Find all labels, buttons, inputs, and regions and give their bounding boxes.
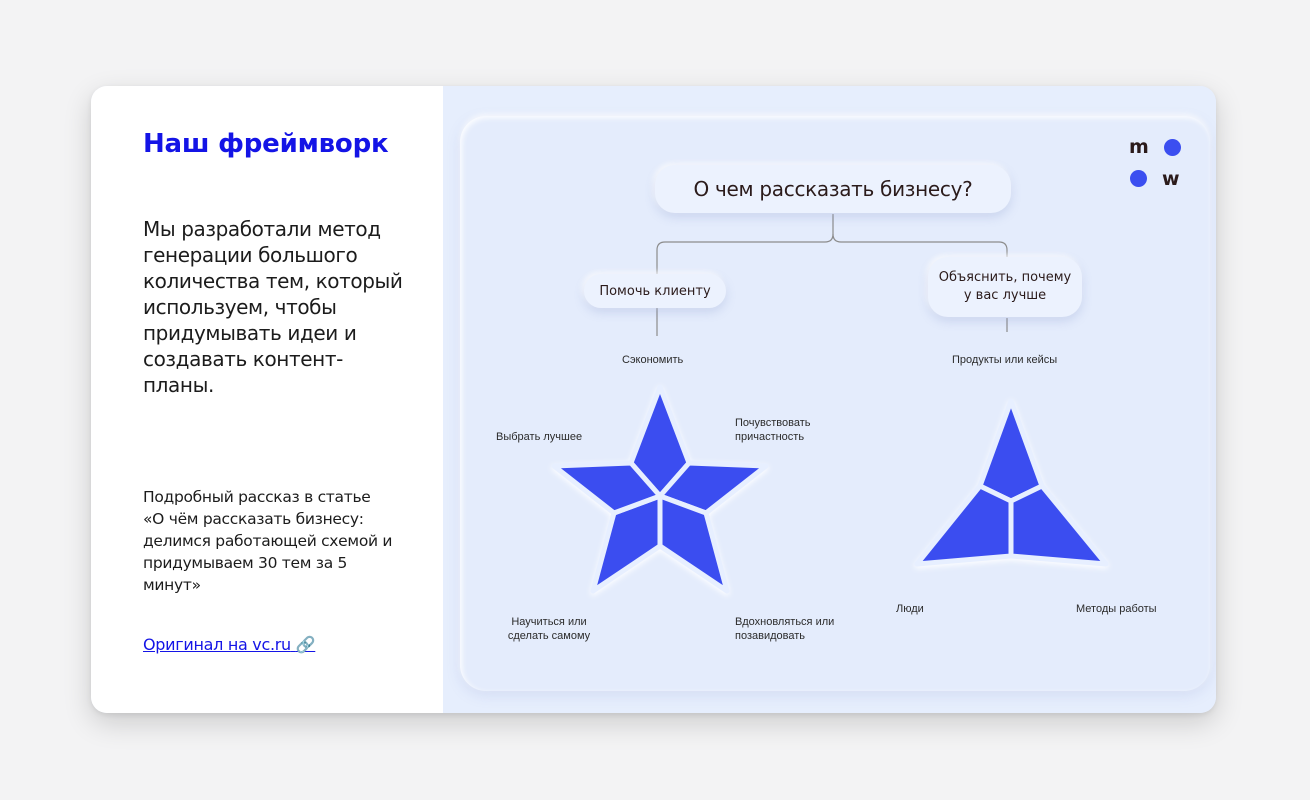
slide-card [91,86,1216,713]
slide-title: Наш фреймворк [143,129,389,159]
star-label-upper-left: Выбрать лучшее [496,431,583,443]
triangle-label-right: Методы работы [1076,603,1157,615]
logo-letter-w: w [1162,168,1180,190]
star-label-top: Сэкономить [622,354,684,366]
link-icon: 🔗 [295,635,316,654]
star-label-lower-left: Научиться или сделать самому [507,616,591,642]
root-question: О чем рассказать бизнесу? [655,165,1011,213]
branch-help-client: Помочь клиенту [584,274,726,308]
triangle-segment-right [1011,486,1106,564]
logo-letter-m: m [1129,136,1149,158]
star-segment-lower-right [660,496,727,591]
article-note: Подробный рассказ в статье «О чём рассказать бизнесу: делимся работающей схемой и придумываем 30 тем за 5 минут» [143,488,393,594]
text-panel [91,86,443,713]
logo-dot-1 [1164,139,1181,156]
triangle-shape [917,401,1106,564]
logo-dot-2 [1130,170,1147,187]
lead-paragraph: Мы разработали метод генерации большого количества тем, который используем, чтобы придумывать идеи и создавать контент-планы. [143,217,403,397]
triangle-label-top: Продукты или кейсы [952,354,1058,366]
original-link-label: Оригинал на vc.ru [143,635,291,654]
triangle-label-left: Люди [896,603,924,615]
branch-explain-better: Объяснить, почему у вас лучше [928,257,1082,317]
star-label-lower-right: Вдохновляться или позавидовать [735,616,835,642]
triangle-segment-top [980,401,1042,501]
triangle-segment-left [917,486,1011,564]
original-link[interactable] [143,634,403,656]
star-label-upper-right: Почувствовать причастность [735,417,811,443]
diagram-area [443,86,1216,713]
